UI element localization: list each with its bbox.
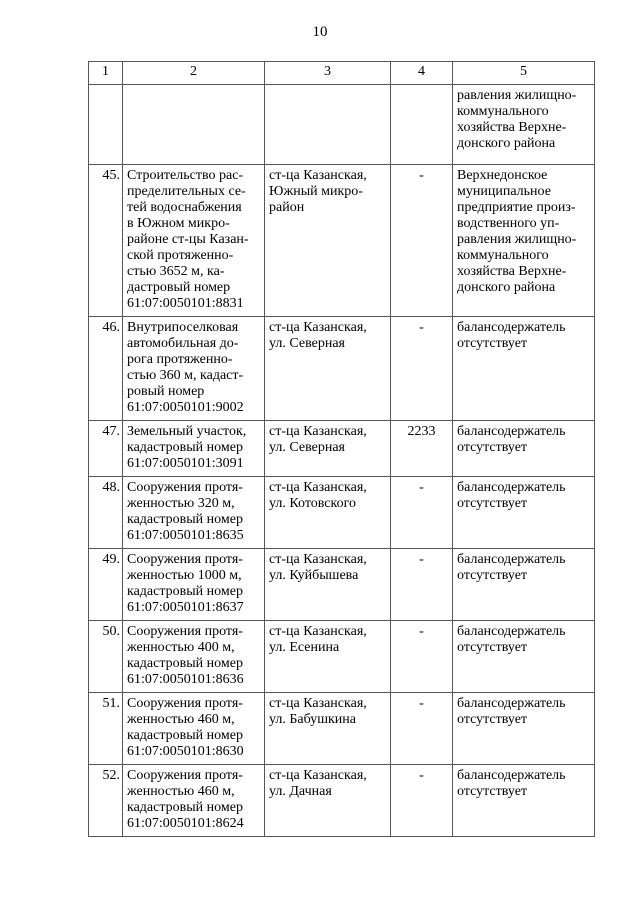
name-line: женностью 1000 м,: [127, 568, 242, 583]
object-name: [123, 421, 265, 477]
object-area: -: [391, 477, 453, 549]
holder-line: балансодержатель: [457, 624, 566, 639]
holder-line: водственного уп-: [457, 216, 560, 231]
name-line: кадастровый номер: [127, 800, 243, 815]
holder-line: балансодержатель: [457, 768, 566, 783]
balance-holder: [453, 621, 595, 693]
header-cell-5: 5: [453, 62, 595, 85]
object-address: [265, 693, 391, 765]
name-line: стью 3652 м, ка-: [127, 264, 225, 279]
table-row: [89, 765, 595, 837]
table-row: [89, 165, 595, 317]
object-name: [123, 85, 265, 165]
name-line: автомобильная до-: [127, 336, 239, 351]
object-address: [265, 85, 391, 165]
object-area: -: [391, 765, 453, 837]
name-line: стью 360 м, кадаст-: [127, 368, 244, 383]
name-line: 61:07:0050101:9002: [127, 400, 244, 415]
holder-line: балансодержатель: [457, 696, 566, 711]
object-address: [265, 549, 391, 621]
object-address: [265, 421, 391, 477]
balance-holder: [453, 549, 595, 621]
table-row: [89, 693, 595, 765]
name-line: 61:07:0050101:8624: [127, 816, 244, 831]
object-address: [265, 765, 391, 837]
name-line: ровый номер: [127, 384, 205, 399]
balance-holder: [453, 765, 595, 837]
holder-line: Верхнедонское: [457, 168, 548, 183]
header-row: [89, 62, 595, 85]
name-line: 61:07:0050101:8636: [127, 672, 244, 687]
table-row: [89, 621, 595, 693]
object-name: [123, 165, 265, 317]
name-line: районе ст-цы Казан-: [127, 232, 249, 247]
name-line: Сооружения протя-: [127, 624, 243, 639]
balance-holder: [453, 317, 595, 421]
holder-line: балансодержатель: [457, 552, 566, 567]
header-cell-2: 2: [123, 62, 265, 85]
name-line: 61:07:0050101:8831: [127, 296, 244, 311]
object-area: 2233: [391, 421, 453, 477]
row-number: [89, 85, 123, 165]
name-line: Внутрипоселковая: [127, 320, 239, 335]
holder-line: балансодержатель: [457, 320, 566, 335]
name-line: Земельный участок,: [127, 424, 247, 439]
row-number: 45.: [89, 165, 123, 317]
object-area: [391, 85, 453, 165]
name-line: 61:07:0050101:8637: [127, 600, 244, 615]
name-line: 61:07:0050101:8635: [127, 528, 244, 543]
name-line: ской протяженно-: [127, 248, 234, 263]
holder-line: отсутствует: [457, 496, 528, 511]
holder-line: коммунального: [457, 248, 549, 263]
object-area: -: [391, 165, 453, 317]
holder-line: отсутствует: [457, 784, 528, 799]
object-area: -: [391, 317, 453, 421]
holder-line: донского района: [457, 280, 556, 295]
holder-line: донского района: [457, 136, 556, 151]
name-line: кадастровый номер: [127, 440, 243, 455]
object-address: [265, 165, 391, 317]
name-line: кадастровый номер: [127, 512, 243, 527]
name-line: женностью 400 м,: [127, 640, 235, 655]
object-address: [265, 317, 391, 421]
name-line: Сооружения протя-: [127, 552, 243, 567]
row-number: 47.: [89, 421, 123, 477]
address-line: ул. Бабушкина: [269, 712, 356, 727]
address-line: ст-ца Казанская,: [269, 480, 367, 495]
balance-holder: [453, 85, 595, 165]
table-row: [89, 85, 595, 165]
name-line: в Южном микро-: [127, 216, 230, 231]
name-line: 61:07:0050101:8630: [127, 744, 244, 759]
holder-line: коммунального: [457, 104, 549, 119]
header-cell-4: 4: [391, 62, 453, 85]
object-area: -: [391, 549, 453, 621]
holder-line: отсутствует: [457, 440, 528, 455]
address-line: ст-ца Казанская,: [269, 552, 367, 567]
row-number: 51.: [89, 693, 123, 765]
holder-line: балансодержатель: [457, 424, 566, 439]
object-address: [265, 621, 391, 693]
balance-holder: [453, 477, 595, 549]
object-name: [123, 317, 265, 421]
address-line: ул. Северная: [269, 336, 345, 351]
address-line: ст-ца Казанская,: [269, 768, 367, 783]
header-cell-3: 3: [265, 62, 391, 85]
address-line: ст-ца Казанская,: [269, 320, 367, 335]
address-line: ст-ца Казанская,: [269, 424, 367, 439]
address-line: ул. Котовского: [269, 496, 356, 511]
name-line: кадастровый номер: [127, 656, 243, 671]
object-area: -: [391, 693, 453, 765]
address-line: ул. Дачная: [269, 784, 332, 799]
holder-line: муниципальное: [457, 184, 551, 199]
address-line: ул. Северная: [269, 440, 345, 455]
address-line: район: [269, 200, 305, 215]
row-number: 46.: [89, 317, 123, 421]
address-line: ст-ца Казанская,: [269, 624, 367, 639]
row-number: 49.: [89, 549, 123, 621]
address-line: Южный микро-: [269, 184, 363, 199]
page-number: 10: [312, 24, 328, 40]
holder-line: предприятие произ-: [457, 200, 576, 215]
row-number: 52.: [89, 765, 123, 837]
name-line: женностью 460 м,: [127, 784, 235, 799]
holder-line: отсутствует: [457, 712, 528, 727]
property-table: [88, 61, 595, 837]
name-line: кадастровый номер: [127, 584, 243, 599]
holder-line: равления жилищно-: [457, 88, 577, 103]
name-line: Строительство рас-: [127, 168, 244, 183]
object-name: [123, 477, 265, 549]
holder-line: хозяйства Верхне-: [457, 120, 567, 135]
holder-line: отсутствует: [457, 336, 528, 351]
table-row: [89, 317, 595, 421]
holder-line: отсутствует: [457, 640, 528, 655]
name-line: женностью 320 м,: [127, 496, 235, 511]
holder-line: балансодержатель: [457, 480, 566, 495]
name-line: Сооружения протя-: [127, 480, 243, 495]
address-line: ст-ца Казанская,: [269, 696, 367, 711]
balance-holder: [453, 165, 595, 317]
holder-line: равления жилищно-: [457, 232, 577, 247]
object-name: [123, 765, 265, 837]
object-address: [265, 477, 391, 549]
name-line: дастровый номер: [127, 280, 231, 295]
name-line: рога протяженно-: [127, 352, 233, 367]
object-name: [123, 549, 265, 621]
table-row: [89, 549, 595, 621]
object-name: [123, 693, 265, 765]
table-row: [89, 421, 595, 477]
address-line: ул. Есенина: [269, 640, 340, 655]
table-row: [89, 477, 595, 549]
header-cell-1: 1: [89, 62, 123, 85]
name-line: Сооружения протя-: [127, 696, 243, 711]
name-line: женностью 460 м,: [127, 712, 235, 727]
table-body: [89, 62, 595, 837]
address-line: ст-ца Казанская,: [269, 168, 367, 183]
row-number: 50.: [89, 621, 123, 693]
balance-holder: [453, 421, 595, 477]
name-line: 61:07:0050101:3091: [127, 456, 244, 471]
address-line: ул. Куйбышева: [269, 568, 359, 583]
row-number: 48.: [89, 477, 123, 549]
holder-line: отсутствует: [457, 568, 528, 583]
name-line: тей водоснабжения: [127, 200, 242, 215]
holder-line: хозяйства Верхне-: [457, 264, 567, 279]
object-name: [123, 621, 265, 693]
balance-holder: [453, 693, 595, 765]
name-line: пределительных се-: [127, 184, 246, 199]
name-line: Сооружения протя-: [127, 768, 243, 783]
name-line: кадастровый номер: [127, 728, 243, 743]
object-area: -: [391, 621, 453, 693]
